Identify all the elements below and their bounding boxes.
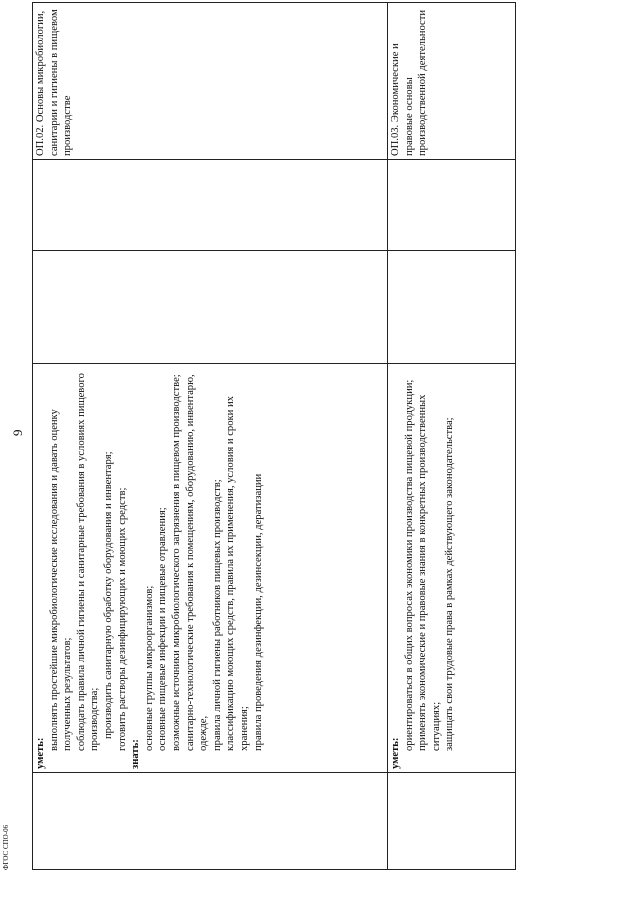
skill-item: ориентироваться в общих вопросах экономики производства пищевой продукции; <box>403 379 415 751</box>
discipline-name: ОП.03. Экономические и правовые основы производственной деятельности <box>390 9 429 156</box>
table-row <box>388 3 516 870</box>
knowledge-item: классификацию моющих средств, правила их применения, условия и сроки их хранения; <box>225 396 250 751</box>
empty-cell-hours <box>388 251 516 364</box>
empty-cell-hours <box>33 251 388 364</box>
skill-item: готовить растворы дезинфицирующих и моющих средств; <box>116 487 128 751</box>
knowledge-item: правила личной гигиены работников пищевых производств; <box>211 479 223 751</box>
knowledge-item: основные пищевые инфекции и пищевые отравления; <box>157 507 169 751</box>
skills-heading: уметь: <box>390 737 401 769</box>
empty-cell-index <box>33 773 388 870</box>
knowledge-heading: знать: <box>130 739 142 769</box>
skills-knowledge-cell <box>33 364 388 773</box>
knowledge-item: правила проведения дезинфекции, дезинсекции, дератизации <box>252 473 264 751</box>
skill-item: защищать свои трудовые права в рамках действующего законодательства; <box>444 417 456 751</box>
page-number: 9 <box>10 429 25 436</box>
knowledge-item: санитарно-технологические требования к помещениям, оборудованию, инвентарю, одежде, <box>184 374 210 751</box>
empty-cell-extra <box>33 160 388 251</box>
knowledge-item: основные группы микроорганизмов; <box>143 585 155 751</box>
skill-item: соблюдать правила личной гигиены и санитарные требования в условиях пищевого производства; <box>75 373 101 751</box>
skill-item: выполнять простейшие микробиологические исследования и давать оценку полученных результатов; <box>48 409 74 751</box>
skills-heading: уметь: <box>35 737 46 769</box>
discipline-cell <box>33 3 388 160</box>
skills-knowledge-cell <box>388 364 516 773</box>
footer-code: ФГОС СПО-06 <box>2 824 10 870</box>
competency-table <box>32 2 516 870</box>
rotated-page <box>10 9 589 870</box>
empty-cell-index <box>388 773 516 870</box>
empty-cell-extra <box>388 160 516 251</box>
skill-item: производить санитарную обработку оборудования и инвентаря; <box>102 451 114 739</box>
skill-item: применять экономические и правовые знания в конкретных производственных ситуациях; <box>417 394 442 751</box>
knowledge-item: возможные источники микробиологического загрязнения в пищевом производстве; <box>170 374 182 751</box>
discipline-cell <box>388 3 516 160</box>
table-row <box>33 3 388 870</box>
discipline-name: ОП.02. Основы микробиологии, санитарии и гигиены в пищевом производстве <box>35 9 74 156</box>
